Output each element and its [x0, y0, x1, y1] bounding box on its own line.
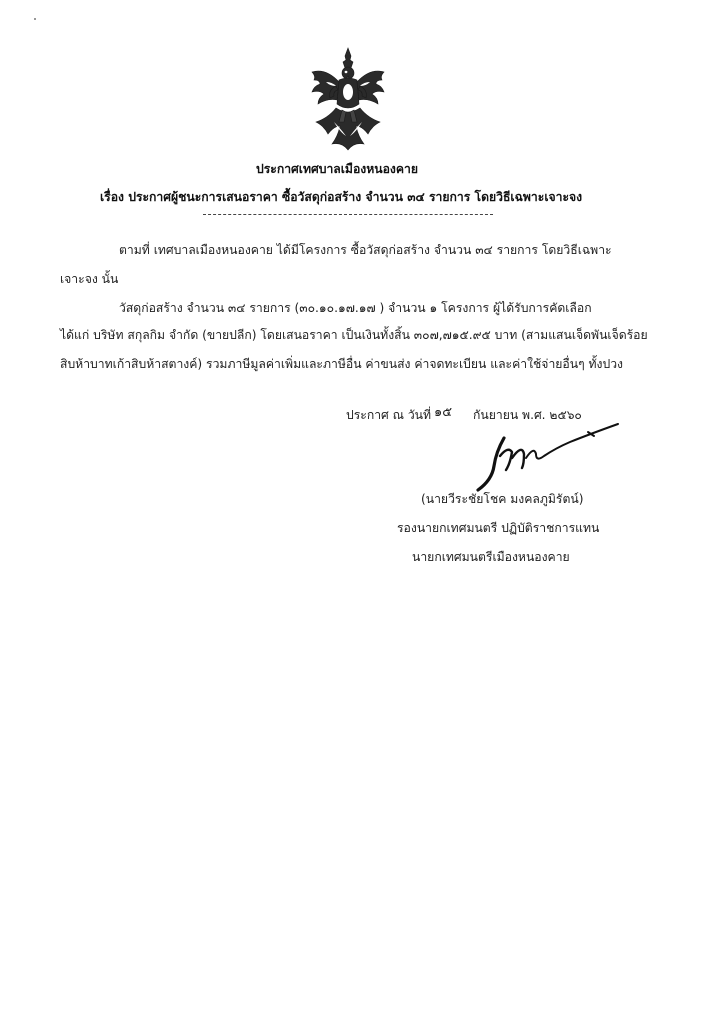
scan-speck [34, 18, 36, 20]
paragraph-1-line-2: เจาะจง นั้น [60, 272, 119, 286]
subject-line: เรื่อง ประกาศผู้ชนะการเสนอราคา ซื้อวัสดุก่อสร้าง จำนวน ๓๔ รายการ โดยวิธีเฉพาะเจาะจง [100, 190, 583, 204]
paragraph-1-line-1: ตามที่ เทศบาลเมืองหนองคาย ได้มีโครงการ ซื้อวัสดุก่อสร้าง จำนวน ๓๔ รายการ โดยวิธีเฉพาะ [119, 243, 612, 257]
announcement-day-handwritten: ๑๕ [434, 405, 453, 420]
dashed-divider [203, 214, 493, 215]
announcement-date-label: ประกาศ ณ วันที่ [346, 408, 432, 422]
signatory-position-line-2: นายกเทศมนตรีเมืองหนองคาย [412, 550, 570, 564]
paragraph-2-line-1: วัสดุก่อสร้าง จำนวน ๓๔ รายการ (๓๐.๑๐.๑๗.๑๗ ) จำนวน ๑ โครงการ ผู้ได้รับการคัดเลือก [119, 301, 592, 315]
signatory-position-line-1: รองนายกเทศมนตรี ปฏิบัติราชการแทน [397, 521, 600, 535]
garuda-emblem-icon [306, 46, 390, 154]
handwritten-signature [470, 418, 620, 500]
signatory-name: (นายวีระชัยโชค มงคลภูมิรัตน์) [421, 492, 584, 506]
paragraph-2-line-3: สิบห้าบาทเก้าสิบห้าสตางค์) รวมภาษีมูลค่าเพิ่มและภาษีอื่น ค่าขนส่ง ค่าจดทะเบียน และค่าใช้จ่ายอื่นๆ ทั้งปวง [60, 357, 624, 371]
paragraph-2-line-2: ได้แก่ บริษัท สกุลกิม จำกัด (ขายปลีก) โดยเสนอราคา เป็นเงินทั้งสิ้น ๓๐๗,๗๑๕.๙๕ บาท (สามแสนเจ็ดพันเจ็ดร้อย [60, 328, 648, 342]
organization-title: ประกาศเทศบาลเมืองหนองคาย [256, 162, 419, 176]
announcement-month-year: กันยายน พ.ศ. ๒๕๖๐ [473, 408, 582, 422]
